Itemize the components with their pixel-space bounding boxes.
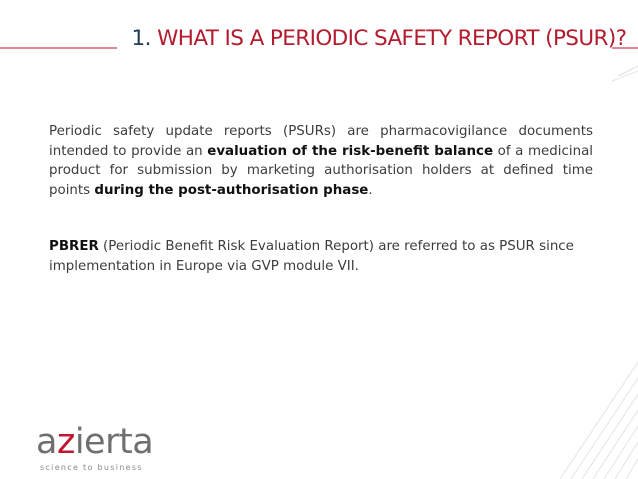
pbrer-paragraph — [49, 237, 593, 276]
title-number: 1. — [131, 26, 151, 51]
para1-text-c: . — [368, 182, 373, 198]
para2-text: (Periodic Benefit Risk Evaluation Report) are referred to as PSUR since implementation in Europe via GVP module VII. — [49, 239, 574, 274]
logo-tagline: science to business — [40, 463, 143, 472]
para1-text-b: of a medicinal product for submission by marketing authorisation holders at defined time points — [49, 143, 593, 198]
title-text: WHAT IS A PERIODIC SAFETY REPORT (PSUR)? — [157, 26, 627, 51]
psur-definition-paragraph — [49, 122, 593, 200]
slide-title — [0, 26, 638, 51]
logo-letter-z: z — [56, 422, 75, 462]
para1-emphasis-post-authorisation: during the post-authorisation phase — [94, 182, 369, 198]
logo-letters-ierta: ierta — [74, 422, 154, 462]
para1-text-a: Periodic safety update reports (PSURs) are pharmacovigilance documents intended to provide an — [49, 124, 593, 159]
logo-letter-a: a — [36, 422, 57, 462]
para2-emphasis-pbrer: PBRER — [49, 239, 99, 254]
para1-emphasis-risk-benefit: evaluation of the risk-benefit balance — [207, 143, 494, 159]
azierta-logo — [36, 424, 153, 460]
bottom-right-swoosh — [560, 362, 638, 479]
